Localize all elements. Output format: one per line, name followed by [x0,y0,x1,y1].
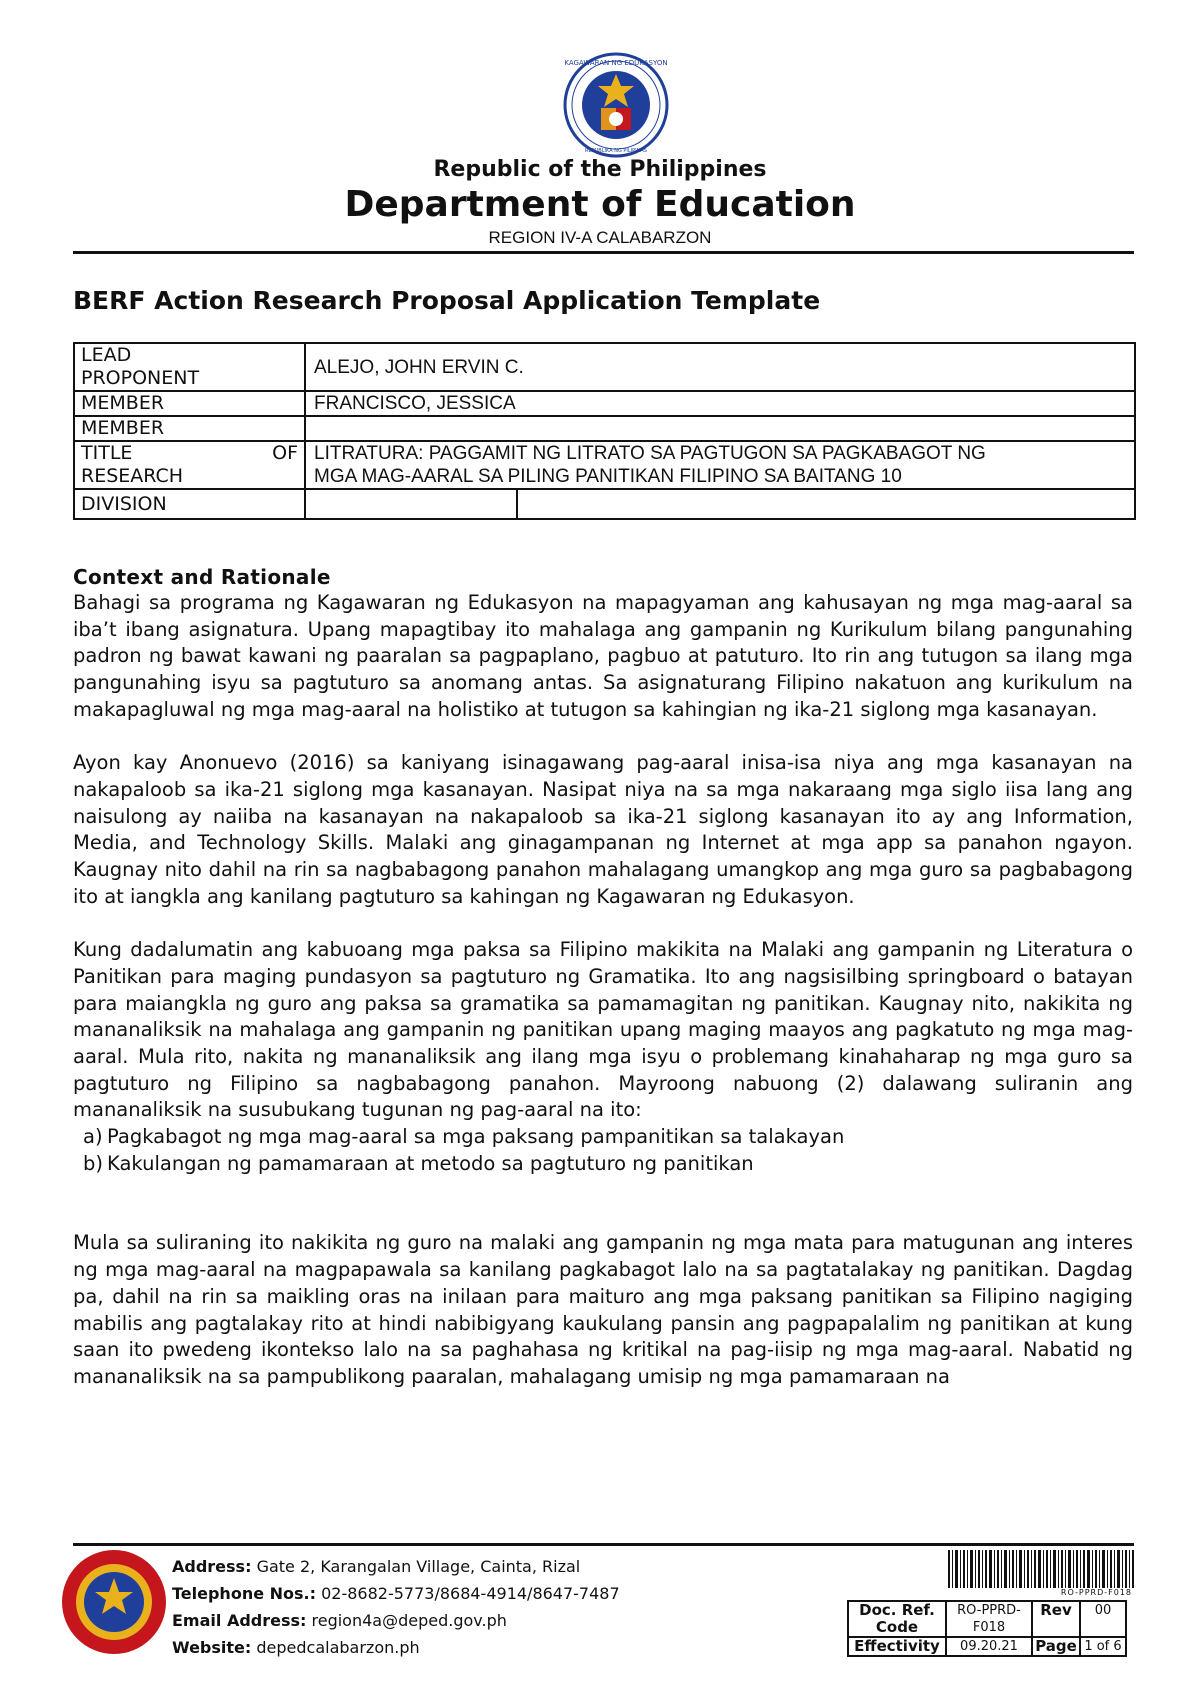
header-divider [73,251,1134,254]
svg-text:REPUBLIKA NG PILIPINAS: REPUBLIKA NG PILIPINAS [585,148,647,154]
proposal-info-table [73,342,1136,520]
page-value: 1 of 6 [1080,1637,1126,1656]
page-label: Page [1032,1637,1080,1656]
rev-value: 00 [1080,1601,1126,1637]
title-of-research-label: TITLE OF RESEARCH [74,441,305,489]
paragraph: Ayon kay Anonuevo (2016) sa kaniyang isinagawang pag-aaral inisa-isa niya ang mga kasanayan na nakapaloob sa ika-21 siglong mga kasanayan. Nasipat niya na sa mga nakaraang mga siglo iisa lang ang naisulong ay naiiba na kasanayan na nakapaloob sa ika-21 siglong kasanayan ito ay ang Information, Media, and Technology Skills. Malaki ang ginagampanan ng Internet at mga app sa panahon ngayon. Kaugnay nito dahil na rin sa nagbabagong panahon mahalagang umangkop ang mga guro sa pagbabagong ito at iangkla ang kanilang pagtuturo sa kahingan ng Kagawaran ng Edukasyon. [73,751,1133,908]
table-row [74,391,1135,416]
region-heading: REGION IV-A CALABARZON [488,228,712,247]
rev-label: Rev [1032,1601,1080,1637]
doc-ref-code-value: RO-PPRD-F018 [946,1601,1032,1637]
problem-list [73,1124,1133,1177]
svg-text:KAGAWARAN NG EDUKASYON: KAGAWARAN NG EDUKASYON [564,59,668,67]
footer-divider [73,1543,1134,1546]
table-row [848,1637,1126,1656]
barcode-image [948,1550,1134,1588]
division-label: DIVISION [74,489,305,519]
table-row [848,1601,1126,1637]
member-value: FRANCISCO, JESSICA [305,391,1135,416]
document-title: BERF Action Research Proposal Application Template [73,286,821,315]
division-value [305,489,1135,519]
department-heading: Department of Education [344,184,856,225]
deped-seal-logo [563,52,669,158]
member-label: MEMBER [74,416,305,441]
effectivity-value: 09.20.21 [946,1637,1032,1656]
document-reference-table [847,1600,1127,1657]
lead-proponent-value: ALEJO, JOHN ERVIN C. [305,343,1135,391]
paragraph: Kung dadalumatin ang kabuoang mga paksa sa Filipino makikita na Malaki ang gampanin ng Literatura o Panitikan para maging pundasyon sa pagtuturo ng Gramatika. Ito ang nagsisilbing springboard o batayan para maiangkla ng guro ang paksa sa gramatika sa pamamagitan ng panitikan. Kaugnay nito, nakikita ng mananaliksik na mahalaga ang gampanin ng panitikan upang maging maayos ang pagkatuto ng mga mag-aaral. Mula rito, nakita ng mananaliksik ang ilang mga isyu o problemang kinahaharap ng mga guro sa pagtuturo ng Filipino sa nagbabagong panahon. Mayroong nabuong (2) dalawang suliranin ang mananaliksik na susubukang tugunan ng pag-aaral na ito: [73,938,1133,1122]
title-of-research-value: LITRATURA: PAGGAMIT NG LITRATO SA PAGTUGON SA PAGKABAGOT NG MGA MAG-AARAL SA PILING PANITIKAN FILIPINO SA BAITANG 10 [305,441,1135,489]
paragraph: Mula sa suliraning ito nakikita ng guro na malaki ang gampanin ng mga mata para matugunan ang interes ng mga mag-aaral na magpapawala sa kanilang pagkabagot lalo na sa pagtatalakay ng panitikan. Dagdag pa, dahil na rin sa maikling oras na inilaan para maituro ang mga paksang panitikan sa Filipino nagiging mabilis ang pagtalakay rito at hindi nabibigyang kaukulang pansin ang pagpapalalim ng panitikan at kung saan ito pwedeng ikontekso lalo na sa paghahasa ng kritikal na pag-iisip ng mga mag-aaral. Nabatid ng mananaliksik na sa pampublikong paaralan, mahalagang umisip ng mga pamamaraan na [73,1231,1133,1388]
section-heading: Context and Rationale [73,565,331,589]
barcode-caption: RO-PPRD-F018 [1060,1588,1132,1597]
table-row [74,343,1135,391]
republic-heading: Republic of the Philippines [433,157,767,182]
effectivity-label: Effectivity [848,1637,946,1656]
table-row [74,489,1135,519]
footer-contact: Address: Gate 2, Karangalan Village, Cainta, Rizal Telephone Nos.: 02-8682-5773/8684-4914/8647-7487 Email Address: region4a@deped.gov.ph Website: depedcalabarzon.ph [172,1557,620,1657]
document-body [73,564,1133,1417]
list-item: b) Kakulangan ng pamamaraan at metodo sa pagtuturo ng panitikan [83,1151,754,1175]
member-value [305,416,1135,441]
table-row [74,441,1135,489]
deped-calabarzon-seal-logo [60,1548,168,1656]
lead-proponent-label: LEAD PROPONENT [74,343,305,391]
table-row [74,416,1135,441]
member-label: MEMBER [74,391,305,416]
paragraph: Bahagi sa programa ng Kagawaran ng Edukasyon na mapagyaman ang kahusayan ng mga mag-aaral sa iba’t ibang asignatura. Upang mapagtibay ito mahalaga ang gampanin ng Kurikulum bilang pangunahing padron ng bawat kawani ng paaralan sa pagpaplano, pagbuo at patuturo. Ito rin ang tutugon sa ilang mga pangunahing isyu sa pagtuturo sa anomang antas. Sa asignaturang Filipino nakatuon ang kurikulum na makapagluwal ng mga mag-aaral na holistiko at tutugon sa kahingian ng ika-21 siglong mga kasanayan. [73,591,1133,721]
doc-ref-code-label: Doc. Ref. Code [848,1601,946,1637]
list-item: a) Pagkabagot ng mga mag-aaral sa mga paksang pampanitikan sa talakayan [83,1125,845,1149]
